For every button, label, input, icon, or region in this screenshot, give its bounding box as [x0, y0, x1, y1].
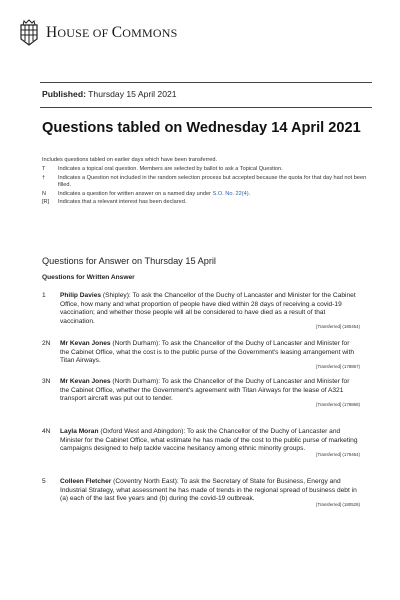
legend-item [42, 199, 372, 207]
question-number: 5 [42, 478, 46, 485]
page-title: Questions tabled on Wednesday 14 April 2021 [42, 120, 361, 136]
question-item [42, 428, 360, 458]
published-label: Published: [42, 89, 86, 99]
question-body [60, 340, 360, 370]
house-of-commons-header [18, 18, 177, 48]
sub-heading: Questions for Written Answer [42, 274, 135, 281]
legend-text: Indicates a topical oral question. Members are selected by ballot to ask a Topical Question. [58, 166, 283, 172]
constituency: (North Durham): [110, 340, 162, 347]
member-name: Philip Davies [60, 292, 102, 299]
member-name: Colleen Fletcher [60, 478, 112, 485]
question-number: 3N [42, 378, 51, 385]
question-reference: [Transferred] (178868) [316, 401, 360, 407]
question-text: To ask the Chancellor of the Duchy of Lancaster and Minister for the Cabinet Office, whether the Government's agreement with Titan Airways for the lease of A321 transport aircraft was put out to tender. [60, 378, 350, 403]
legend-item [42, 166, 372, 174]
legend-text: Indicates a question for written answer on a named day under S.O. No. 22(4). [58, 190, 251, 197]
question-reference: [Transferred] (180528) [316, 501, 360, 507]
constituency: (Shipley): [101, 292, 133, 299]
section-heading: Questions for Answer on Thursday 15 April [42, 256, 216, 266]
member-name: Layla Moran [60, 428, 99, 435]
legend-symbol: N [42, 190, 47, 197]
divider-top [40, 82, 372, 83]
published-line [42, 89, 177, 99]
legend-symbol: [R] [42, 199, 50, 206]
question-body [60, 292, 360, 330]
legend-item [42, 191, 372, 199]
question-number: 4N [42, 428, 51, 435]
question-text: To ask the Chancellor of the Duchy of Lancaster and Minister for the Cabinet Office, what estimate he has made of the cost to the public purse of marketing campaigns designed to help tackle vaccine hesitancy among ethnic minority groups. [60, 428, 358, 453]
question-body [60, 378, 360, 408]
member-name: Mr Kevan Jones [60, 340, 111, 347]
legend-symbol: T [42, 166, 46, 172]
question-text: To ask the Chancellor of the Duchy of Lancaster and Minister for the Cabinet Office, how many and what proportion of people have died within 28 days of receiving a covid-19 vaccination; and whether those people will all be considered to have died as a result of that vaccination. [60, 292, 356, 325]
question-item [42, 340, 360, 370]
member-name: Mr Kevan Jones [60, 378, 111, 385]
question-text: To ask the Chancellor of the Duchy of Lancaster and Minister for the Cabinet Office, what the cost is to the public purse of the Government's leasing arrangement with Titan Airways. [60, 340, 354, 365]
legend-symbol: † [42, 174, 46, 181]
question-reference: [Transferred] (180454) [316, 324, 360, 330]
standing-order-link[interactable]: S.O. No. 22(4) [212, 190, 249, 197]
question-item [42, 478, 360, 508]
legend-text: Indicates a Question not included in the random selection process but accepted because the quota for that day had not been filled. [58, 174, 367, 189]
intro-text: Includes questions tabled on earlier days which have been transferred. [42, 157, 218, 163]
constituency: (Coventry North East): [111, 478, 181, 485]
question-body [60, 478, 360, 508]
question-text: To ask the Secretary of State for Business, Energy and Industrial Strategy, what assessment he has made of trends in the regional spread of business debt in (a) each of the last five years and (b) during the covid-19 outbreak. [60, 478, 357, 503]
question-item [42, 292, 360, 330]
published-date: Thursday 15 April 2021 [85, 89, 177, 99]
constituency: (Oxford West and Abingdon): [98, 428, 187, 435]
legend [42, 166, 372, 208]
constituency: (North Durham): [110, 378, 162, 385]
question-number: 1 [42, 292, 46, 299]
legend-text: Indicates that a relevant interest has been declared. [58, 199, 187, 206]
divider-bottom [40, 107, 372, 108]
question-number: 2N [42, 340, 51, 347]
question-reference: [Transferred] (178867) [316, 363, 360, 369]
house-of-commons-wordmark: HOUSE OF COMMONS [46, 24, 178, 41]
question-body [60, 428, 360, 458]
question-item [42, 378, 360, 408]
portcullis-icon [18, 19, 40, 47]
legend-item [42, 175, 372, 190]
question-reference: [Transferred] (179464) [316, 451, 360, 457]
